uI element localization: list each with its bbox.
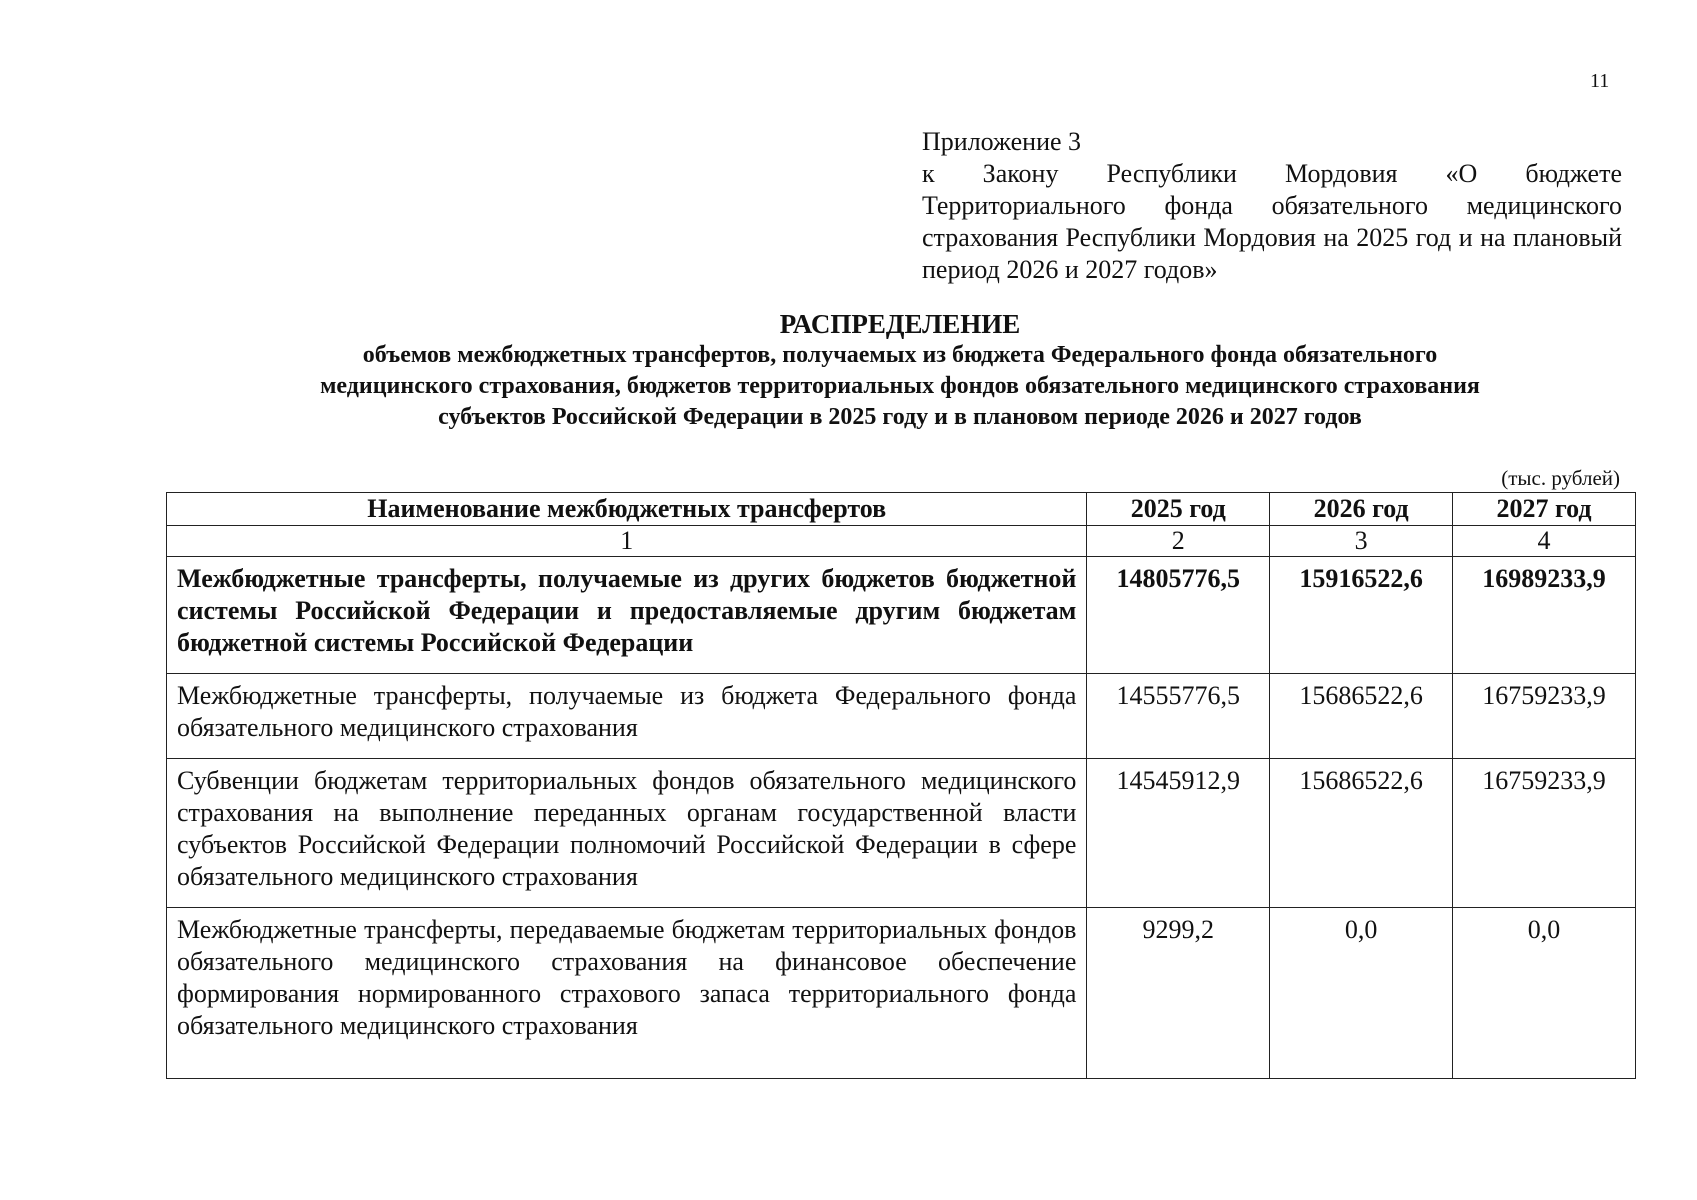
page-number: 11	[1590, 70, 1610, 92]
header-name: Наименование межбюджетных трансфертов	[167, 493, 1087, 526]
appendix-text: к Закону Республики Мордовия «О бюджете Территориального фонда обязательного медицинского страхования Республики Мордовия на 2025 год и на плановый период 2026 и 2027 годов»	[922, 159, 1622, 284]
document-subtitle-line: медицинского страхования, бюджетов территориальных фондов обязательного медицинского страхования	[320, 373, 1480, 399]
document-title: РАСПРЕДЕЛЕНИЕ	[779, 309, 1021, 339]
value-2027: 0,0	[1453, 908, 1636, 1079]
column-number-row	[167, 526, 1636, 557]
value-2026: 15916522,6	[1270, 557, 1453, 674]
row-name: Субвенции бюджетам территориальных фондов обязательного медицинского страхования на выполнение переданных органам государственной власти субъектов Российской Федерации полномочий Российской Федерации в сфере обязательного медицинского страхования	[167, 759, 1087, 908]
appendix-title: Приложение 3	[922, 127, 1082, 156]
appendix-block	[922, 126, 1622, 286]
value-2026: 0,0	[1270, 908, 1453, 1079]
table-header-row	[167, 493, 1636, 526]
row-name: Межбюджетные трансферты, получаемые из других бюджетов бюджетной системы Российской Федерации и предоставляемые другим бюджетам бюджетной системы Российской Федерации	[167, 557, 1087, 674]
table-row	[167, 759, 1636, 908]
value-2025: 14555776,5	[1087, 674, 1270, 759]
value-2025: 14805776,5	[1087, 557, 1270, 674]
header-2025: 2025 год	[1087, 493, 1270, 526]
value-2026: 15686522,6	[1270, 674, 1453, 759]
transfers-table	[166, 492, 1636, 1079]
value-2027: 16989233,9	[1453, 557, 1636, 674]
header-2026: 2026 год	[1270, 493, 1453, 526]
value-2027: 16759233,9	[1453, 759, 1636, 908]
row-name: Межбюджетные трансферты, получаемые из бюджета Федерального фонда обязательного медицинского страхования	[167, 674, 1087, 759]
header-2027: 2027 год	[1453, 493, 1636, 526]
document-subtitle-line: объемов межбюджетных трансфертов, получаемых из бюджета Федерального фонда обязательного	[362, 342, 1438, 368]
document-subtitle	[180, 340, 1620, 433]
table-row	[167, 908, 1636, 1079]
document-subtitle-line: субъектов Российской Федерации в 2025 году и в плановом периоде 2026 и 2027 годов	[438, 404, 1362, 430]
column-number: 1	[167, 526, 1087, 557]
column-number: 4	[1453, 526, 1636, 557]
value-2026: 15686522,6	[1270, 759, 1453, 908]
value-2025: 9299,2	[1087, 908, 1270, 1079]
value-2027: 16759233,9	[1453, 674, 1636, 759]
row-name: Межбюджетные трансферты, передаваемые бюджетам территориальных фондов обязательного медицинского страхования на финансовое обеспечение формирования нормированного страхового запаса территориального фонда обязательного медицинского страхования	[167, 908, 1087, 1079]
units-label: (тыс. рублей)	[1501, 466, 1620, 490]
column-number: 2	[1087, 526, 1270, 557]
column-number: 3	[1270, 526, 1453, 557]
table-row	[167, 674, 1636, 759]
value-2025: 14545912,9	[1087, 759, 1270, 908]
table-row	[167, 557, 1636, 674]
